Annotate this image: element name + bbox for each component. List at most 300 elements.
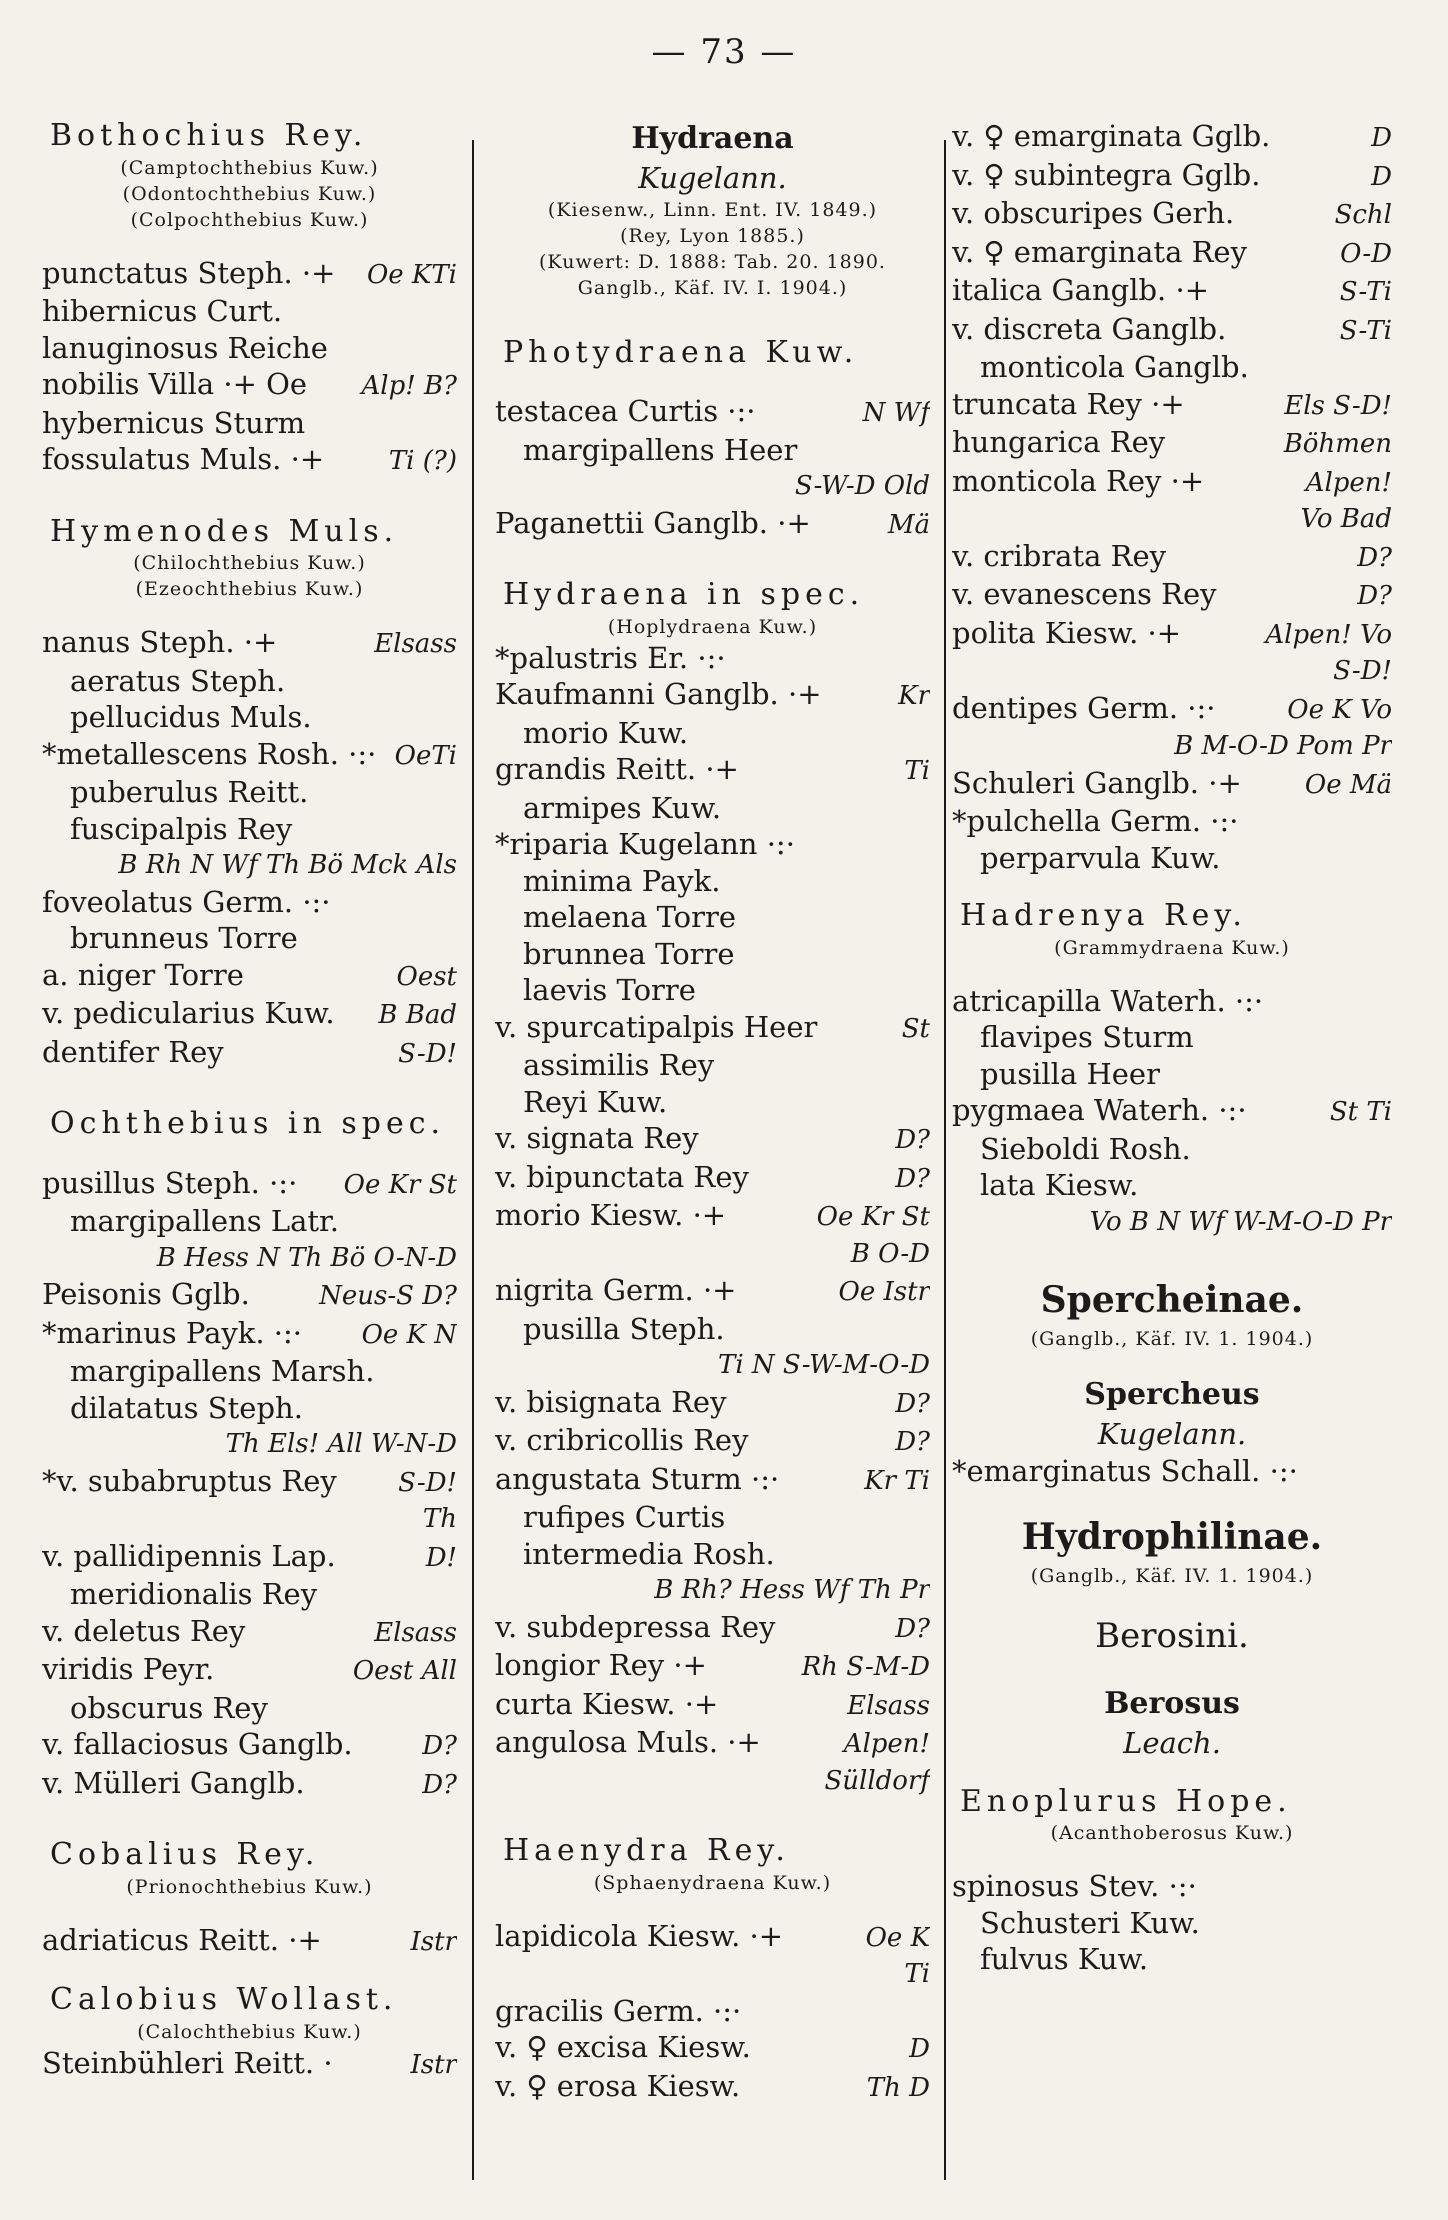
species-name: brunnea Torre [523, 936, 735, 971]
species-name: Reyi Kuw. [523, 1084, 668, 1119]
species-entry [495, 1536, 930, 1573]
species-entry [42, 1463, 457, 1502]
species-name: v. bipunctata Rey [495, 1159, 749, 1194]
species-name: longior Rey ·+ [495, 1648, 707, 1682]
distribution-note: Alpen! Vo [1265, 619, 1392, 650]
species-name: *emarginatus Schall. ·:· [952, 1453, 1298, 1488]
species-entry [952, 840, 1392, 877]
species-name: pusillus Steph. ·:· [42, 1165, 298, 1200]
distribution-note: Oe KTi [366, 259, 457, 290]
species-entry [42, 736, 457, 775]
species-name: nobilis Villa ·+ Oe [42, 367, 308, 401]
page-number: — 73 — [651, 32, 797, 72]
species-name: pusilla Steph. [523, 1311, 725, 1346]
species-entry [952, 1167, 1392, 1204]
species-entry [495, 676, 930, 715]
species-name: v. ♀ excisa Kiesw. [495, 2030, 751, 2064]
subfamily-title [952, 1274, 1392, 1326]
genus-title [495, 118, 930, 160]
species-entry [952, 1905, 1392, 1942]
species-entry [42, 2045, 457, 2084]
species-name: v. pallidipennis Lap. [42, 1538, 336, 1573]
species-entry [42, 1240, 457, 1277]
reference-note [952, 1820, 1392, 1846]
genus-heading [42, 118, 457, 155]
species-name: v. ♀ emarginata Rey [952, 234, 1247, 269]
reference-note [42, 2019, 457, 2045]
species-name: margipallens Marsh. [70, 1354, 375, 1388]
species-entry [495, 2068, 930, 2107]
species-entry [42, 1922, 457, 1961]
species-name: v. bisignata Rey [495, 1384, 727, 1419]
reference-note: (Ganglb., Käf. IV. 1. 1904.) [1030, 1565, 1314, 1587]
species-entry [495, 715, 930, 752]
species-name: foveolatus Germ. ·:· [42, 884, 331, 919]
species-entry [495, 1009, 930, 1048]
species-name: Peisonis Gglb. [42, 1277, 250, 1311]
species-entry [952, 803, 1392, 840]
species-name: aeratus Steph. [70, 663, 286, 698]
genus-heading [952, 898, 1392, 935]
spacer [495, 301, 930, 335]
genus-title [952, 1683, 1392, 1725]
left-column [42, 118, 457, 2083]
right-column [952, 118, 1392, 1978]
reference-note: (Grammydraena Kuw.) [1054, 936, 1290, 959]
species-entry [495, 1918, 930, 1957]
species-name: Paganettii Ganglb. ·+ [495, 505, 811, 540]
author-name [495, 160, 930, 197]
species-entry [495, 972, 930, 1009]
distribution-note: Vo Bad [1300, 504, 1392, 534]
species-name: hungarica Rey [952, 425, 1166, 459]
species-entry [42, 811, 457, 848]
species-name: *pulchella Germ. ·:· [952, 804, 1239, 838]
species-name: margipallens Latr. [70, 1204, 339, 1238]
species-entry [495, 1384, 930, 1423]
species-entry [495, 1084, 930, 1121]
species-name: armipes Kuw. [523, 790, 722, 825]
species-name: Schuleri Ganglb. ·+ [952, 765, 1242, 800]
genus-title: Berosus [1104, 1686, 1240, 1721]
distribution-note: Oest [396, 961, 457, 992]
author-name: Kugelann. [638, 161, 787, 195]
reference-note [495, 614, 930, 640]
reference-note [42, 576, 457, 602]
distribution-note: Th [422, 1504, 457, 1534]
species-entry [42, 1726, 457, 1765]
species-name: lata Kiesw. [980, 1168, 1139, 1202]
distribution-note: D [909, 2034, 930, 2064]
species-name: laevis Torre [523, 973, 696, 1007]
distribution-note: Neus-S D? [319, 1281, 457, 1311]
distribution-note: Oe Mä [1304, 769, 1392, 800]
distribution-note: D? [422, 1769, 457, 1800]
species-name: atricapilla Waterh. ·:· [952, 983, 1264, 1018]
species-entry [495, 1609, 930, 1648]
distribution-note: D! [425, 1542, 457, 1573]
distribution-note: Elsass [374, 1617, 457, 1648]
species-name: v. pedicularius Kuw. [42, 996, 335, 1030]
species-entry [42, 1353, 457, 1390]
distribution-note: Oe K Vo [1287, 694, 1392, 725]
species-entry [952, 983, 1392, 1020]
reference-note [42, 181, 457, 207]
species-name: puberulus Reitt. [70, 775, 309, 809]
species-entry [495, 2029, 930, 2068]
species-entry [42, 293, 457, 330]
species-name: spinosus Stev. ·:· [952, 1869, 1197, 1903]
species-name: v. fallaciosus Ganglb. [42, 1727, 353, 1761]
species-entry [952, 349, 1392, 386]
distribution-note: Els S-D! [1284, 390, 1392, 421]
species-name: lanuginosus Reiche [42, 330, 328, 365]
distribution-note: Alpen! [843, 1729, 930, 1759]
species-name: v. deletus Rey [42, 1613, 246, 1648]
species-entry [42, 1390, 457, 1427]
species-entry [952, 234, 1392, 273]
spacer [952, 1762, 1392, 1784]
species-name: lapidicola Kiesw. ·+ [495, 1918, 784, 1953]
species-entry [952, 1019, 1392, 1056]
distribution-note: D? [422, 1731, 457, 1761]
species-name: flavipes Sturm [980, 1020, 1194, 1054]
spacer [42, 480, 457, 514]
species-entry [495, 1159, 930, 1198]
species-name: *palustris Er. ·:· [495, 640, 726, 675]
species-name: angulosa Muls. ·+ [495, 1725, 761, 1759]
species-entry [495, 936, 930, 973]
species-entry [495, 1047, 930, 1084]
distribution-note: St Ti [1329, 1097, 1392, 1127]
species-entry [495, 640, 930, 677]
species-entry [952, 1131, 1392, 1168]
genus-heading: Cobalius Rey. [50, 1837, 320, 1872]
reference-note [42, 1874, 457, 1900]
distribution-note: Schl [1334, 200, 1392, 230]
species-name: v. obscuripes Gerh. [952, 196, 1235, 230]
species-entry [42, 1613, 457, 1652]
species-name: curta Kiesw. ·+ [495, 1686, 719, 1721]
distribution-note: B Rh? Hess Wf Th Pr [654, 1575, 930, 1605]
species-name: v. spurcatipalpis Heer [495, 1009, 818, 1044]
species-name: adriaticus Reitt. ·+ [42, 1922, 322, 1957]
spacer [952, 1846, 1392, 1868]
species-name: *metallescens Rosh. ·:· [42, 736, 377, 771]
species-entry [42, 624, 457, 663]
species-name: nanus Steph. ·+ [42, 625, 278, 659]
reference-note [42, 155, 457, 181]
distribution-note: Elsass [374, 629, 457, 659]
species-name: viridis Peyr. [42, 1652, 215, 1686]
species-entry [495, 1120, 930, 1159]
spacer [495, 543, 930, 577]
species-entry [495, 1956, 930, 1993]
species-name: Kaufmanni Ganglb. ·+ [495, 677, 822, 711]
distribution-note: Böhmen [1283, 429, 1392, 459]
species-name: *v. subabruptus Rey [42, 1463, 337, 1498]
distribution-note: Vo B N Wf W-M-O-D Pr [1089, 1206, 1392, 1237]
species-entry [952, 157, 1392, 196]
genus-heading: Haenydra Rey. [503, 1833, 790, 1868]
reference-note [42, 550, 457, 576]
species-entry [42, 330, 457, 367]
species-name: v. subdepressa Rey [495, 1609, 776, 1644]
species-name: perparvula Kuw. [980, 840, 1221, 875]
genus-heading [495, 335, 930, 372]
species-entry [495, 826, 930, 863]
distribution-note: D? [895, 1613, 930, 1644]
tribe-title [952, 1611, 1392, 1661]
species-entry [42, 1315, 457, 1354]
species-entry [42, 1538, 457, 1577]
species-entry [952, 463, 1392, 502]
genus-heading: Hadrenya Rey. [960, 898, 1247, 933]
genus-title [952, 1374, 1392, 1416]
distribution-note: D? [1357, 581, 1392, 611]
reference-note: (Colpochthebius Kuw.) [130, 208, 369, 231]
reference-note: (Prionochthebius Kuw.) [126, 1875, 373, 1898]
species-name: dentipes Germ. ·:· [952, 690, 1216, 725]
distribution-note: Oe K [865, 1922, 930, 1953]
species-name: v. Mülleri Ganglb. [42, 1765, 305, 1800]
genus-heading: Photydraena Kuw. [503, 334, 859, 370]
reference-note: (Kuwert: D. 1888: Tab. 20. 1890. [539, 250, 886, 273]
author-name [952, 1416, 1392, 1453]
species-entry [495, 1724, 930, 1763]
distribution-note: Ti (?) [388, 446, 457, 476]
species-entry [952, 311, 1392, 350]
species-entry [952, 1204, 1392, 1241]
species-entry [42, 255, 457, 294]
distribution-note: B Bad [378, 1000, 457, 1030]
species-name: morio Kuw. [523, 715, 689, 750]
spacer [952, 876, 1392, 898]
distribution-note: N Wf [862, 398, 930, 428]
distribution-note: S-D! [398, 1467, 457, 1498]
reference-note [495, 275, 930, 301]
species-name: grandis Reitt. ·+ [495, 752, 739, 786]
species-entry [952, 1941, 1392, 1978]
species-entry [42, 1426, 457, 1463]
species-entry [952, 538, 1392, 577]
species-entry [952, 690, 1392, 729]
reference-note [952, 1563, 1392, 1589]
species-entry [952, 615, 1392, 654]
species-name: dilatatus Steph. [70, 1390, 303, 1425]
species-name: fuscipalpis Rey [70, 811, 293, 846]
species-entry [495, 1197, 930, 1236]
species-entry [495, 1236, 930, 1273]
species-name: v. cribricollis Rey [495, 1423, 749, 1457]
reference-note [952, 1326, 1392, 1352]
genus-heading [952, 1784, 1392, 1821]
author-name: Leach. [1123, 1726, 1221, 1760]
reference-note [495, 223, 930, 249]
genus-heading: Ochthebius in spec. [50, 1106, 446, 1141]
species-entry [952, 1868, 1392, 1905]
distribution-note: Kr [898, 681, 930, 711]
spacer [495, 371, 930, 393]
distribution-note: D? [895, 1427, 930, 1457]
spacer [952, 1661, 1392, 1683]
species-entry [495, 505, 930, 544]
column-divider [472, 140, 474, 2180]
species-name: *marinus Payk. ·:· [42, 1315, 302, 1350]
distribution-note: B Rh N Wf Th Bö Mck Als [118, 850, 457, 880]
genus-title: Hydraena [631, 121, 794, 156]
distribution-note: D? [895, 1125, 930, 1155]
distribution-note: Sülldorf [824, 1765, 930, 1796]
genus-heading: Calobius Wollast. [50, 1982, 398, 2017]
species-name: Schusteri Kuw. [980, 1905, 1200, 1940]
species-entry [495, 1311, 930, 1348]
species-name: pygmaea Waterh. ·:· [952, 1093, 1247, 1127]
reference-note: (Kiesenw., Linn. Ent. IV. 1849.) [547, 198, 878, 221]
reference-note: (Ganglb., Käf. IV. 1. 1904.) [1030, 1328, 1314, 1350]
species-name: assimilis Rey [523, 1048, 715, 1082]
distribution-note: OeTi [394, 740, 457, 771]
distribution-note: S-Ti [1339, 315, 1392, 346]
species-name: v. ♀ erosa Kiesw. [495, 2068, 741, 2103]
species-name: rufipes Curtis [523, 1500, 726, 1534]
species-entry [42, 366, 457, 405]
genus-heading [42, 1982, 457, 2019]
distribution-note: Istr [410, 2049, 457, 2080]
species-name: monticola Ganglb. [980, 350, 1249, 384]
species-name: v. signata Rey [495, 1121, 699, 1155]
genus-heading: Enoplurus Hope. [960, 1783, 1292, 1819]
species-entry [952, 195, 1392, 234]
species-entry [495, 1347, 930, 1384]
spacer [495, 1896, 930, 1918]
spacer [42, 1900, 457, 1922]
genus-heading [42, 514, 457, 551]
subfamily-title [952, 1511, 1392, 1563]
species-entry [42, 1501, 457, 1538]
spacer [952, 1352, 1392, 1374]
spacer [952, 1240, 1392, 1274]
reference-note: (Odontochthebius Kuw.) [122, 182, 377, 205]
species-entry [495, 393, 930, 432]
species-entry [42, 995, 457, 1034]
species-entry [42, 1690, 457, 1727]
species-entry [495, 899, 930, 936]
species-entry [952, 501, 1392, 538]
author-name: Kugelann. [1097, 1417, 1247, 1451]
species-name: truncata Rey ·+ [952, 386, 1185, 421]
middle-column [495, 118, 930, 2106]
species-name: margipallens Heer [523, 432, 798, 467]
species-name: hybernicus Sturm [42, 405, 306, 440]
spacer [952, 961, 1392, 983]
species-name: fossulatus Muls. ·+ [42, 442, 325, 476]
species-entry [952, 272, 1392, 311]
species-name: obscurus Rey [70, 1690, 268, 1725]
species-entry [495, 1272, 930, 1311]
distribution-note: S-Ti [1339, 277, 1392, 307]
distribution-note: Th Els! All W-N-D [225, 1429, 457, 1459]
species-name: gracilis Germ. ·:· [495, 1993, 742, 2028]
species-name: a. niger Torre [42, 957, 244, 992]
distribution-note: Th D [866, 2072, 930, 2103]
species-entry [42, 847, 457, 884]
species-entry [952, 386, 1392, 425]
reference-note: (Rey, Lyon 1885.) [620, 224, 805, 247]
species-entry [495, 1647, 930, 1686]
species-entry [952, 424, 1392, 463]
species-entry [42, 774, 457, 811]
distribution-note: Elsass [847, 1690, 930, 1721]
species-entry [42, 441, 457, 480]
species-name: italica Ganglb. ·+ [952, 273, 1210, 307]
species-name: pellucidus Muls. [70, 700, 312, 734]
spacer [42, 1072, 457, 1106]
spacer [42, 1960, 457, 1982]
reference-note: Ganglb., Käf. IV. I. 1904.) [577, 276, 848, 299]
reference-note: (Acanthoberosus Kuw.) [1050, 1822, 1294, 1844]
genus-title: Spercheus [1084, 1377, 1260, 1412]
reference-note [42, 207, 457, 233]
species-name: v. cribrata Rey [952, 538, 1167, 573]
species-entry [42, 1165, 457, 1204]
species-name: Sieboldi Rosh. [980, 1131, 1191, 1166]
species-entry [495, 468, 930, 505]
genus-heading [42, 1106, 457, 1143]
species-name: pusilla Heer [980, 1056, 1160, 1091]
distribution-note: Kr Ti [864, 1465, 930, 1496]
spacer [495, 1799, 930, 1833]
species-entry [42, 699, 457, 736]
species-name: intermedia Rosh. [523, 1536, 775, 1571]
species-entry [495, 1686, 930, 1725]
species-name: punctatus Steph. ·+ [42, 255, 336, 290]
species-name: nigrita Germ. ·+ [495, 1273, 737, 1307]
species-name: v. discreta Ganglb. [952, 311, 1227, 346]
reference-note: (Camptochthebius Kuw.) [120, 156, 379, 179]
species-entry [495, 1422, 930, 1461]
species-name: meridionalis Rey [70, 1577, 318, 1611]
species-entry [952, 118, 1392, 157]
species-name: v. ♀ subintegra Gglb. [952, 157, 1261, 192]
species-entry [495, 1499, 930, 1536]
subfamily-title: Spercheinae. [1040, 1279, 1304, 1321]
spacer [952, 1489, 1392, 1511]
species-name: minima Payk. [523, 863, 721, 898]
reference-note [495, 249, 930, 275]
distribution-note: Rh S-M-D [801, 1652, 930, 1682]
tribe-title: Berosini. [1095, 1616, 1249, 1656]
genus-heading: Hymenodes Muls. [50, 513, 399, 549]
species-entry [495, 1572, 930, 1609]
reference-note [495, 1870, 930, 1896]
distribution-note: Ti N S-W-M-O-D [718, 1350, 930, 1380]
species-entry [952, 765, 1392, 804]
distribution-note: Oest All [352, 1656, 457, 1686]
genus-heading [495, 577, 930, 614]
species-entry [495, 432, 930, 469]
distribution-note: St [901, 1013, 930, 1044]
species-entry [952, 653, 1392, 690]
distribution-note: Oe Istr [838, 1277, 930, 1307]
reference-note: (Chilochthebius Kuw.) [133, 552, 366, 574]
species-entry [952, 1056, 1392, 1093]
spacer [952, 1589, 1392, 1611]
distribution-note: S-W-D Old [794, 471, 930, 501]
species-name: v. ♀ emarginata Gglb. [952, 119, 1271, 153]
spacer [42, 1143, 457, 1165]
spacer [42, 233, 457, 255]
